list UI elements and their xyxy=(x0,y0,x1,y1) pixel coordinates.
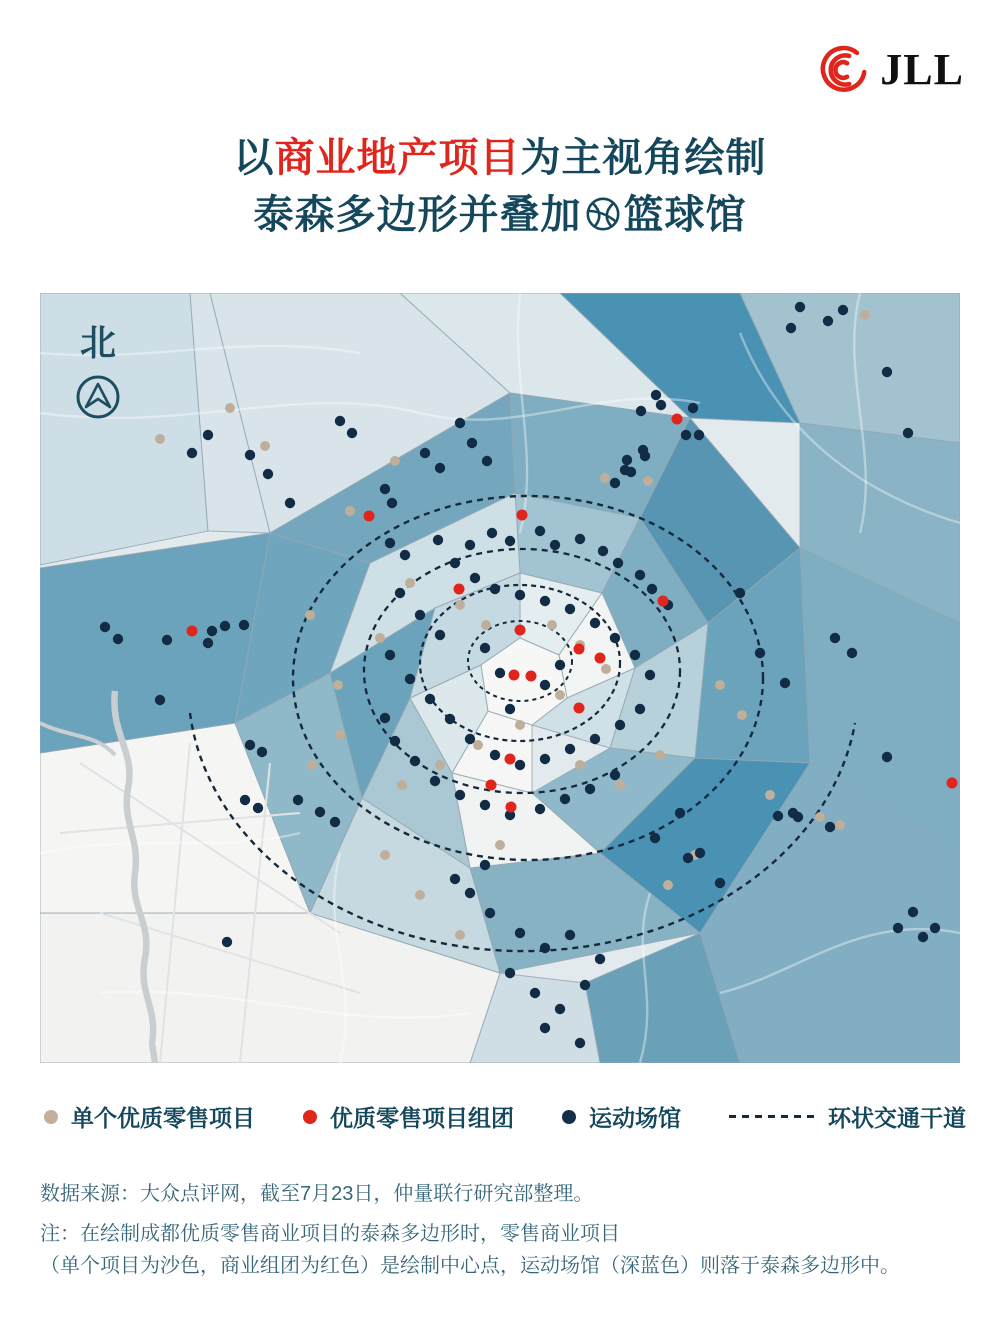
sports-venue-dot xyxy=(560,794,570,804)
sports-venue-dot xyxy=(695,848,705,858)
sports-venue-dot xyxy=(433,535,443,545)
dot-swatch xyxy=(44,1110,58,1124)
sports-venue-dot xyxy=(415,610,425,620)
sports-venue-dot xyxy=(467,438,477,448)
sports-venue-dot xyxy=(626,467,636,477)
sports-venue-dot xyxy=(610,770,620,780)
sports-venue-dot xyxy=(515,928,525,938)
retail-cluster-dot xyxy=(595,653,606,664)
sports-venue-dot xyxy=(263,469,273,479)
jll-wordmark: JLL xyxy=(880,45,964,94)
sports-venue-dot xyxy=(555,1004,565,1014)
legend-item-0 xyxy=(44,1100,255,1133)
sports-venue-dot xyxy=(285,498,295,508)
sports-venue-dot xyxy=(480,860,490,870)
sports-venue-dot xyxy=(585,784,595,794)
single-retail-dot xyxy=(307,760,317,770)
sports-venue-dot xyxy=(490,584,500,594)
sports-venue-dot xyxy=(590,734,600,744)
sports-venue-dot xyxy=(203,430,213,440)
single-retail-dot xyxy=(547,620,557,630)
jll-mark-icon xyxy=(819,44,871,96)
sports-venue-dot xyxy=(540,596,550,606)
single-retail-dot xyxy=(225,403,235,413)
retail-cluster-dot xyxy=(187,626,198,637)
sports-venue-dot xyxy=(482,456,492,466)
sports-venue-dot xyxy=(347,428,357,438)
single-retail-dot xyxy=(397,780,407,790)
single-retail-dot xyxy=(405,578,415,588)
basketball-icon xyxy=(585,196,621,232)
sports-venue-dot xyxy=(155,695,165,705)
note-line-2: （单个项目为沙色，商业组团为红色）是绘制中心点，运动场馆（深蓝色）则落于泰森多边形中。 xyxy=(40,1255,900,1277)
sports-venue-dot xyxy=(590,618,600,628)
sports-venue-dot xyxy=(930,923,940,933)
retail-cluster-dot xyxy=(574,703,585,714)
single-retail-dot xyxy=(155,434,165,444)
single-retail-dot xyxy=(455,600,465,610)
retail-cluster-dot xyxy=(947,778,958,789)
sports-venue-dot xyxy=(610,633,620,643)
retail-cluster-dot xyxy=(505,754,516,765)
sports-venue-dot xyxy=(681,430,691,440)
single-retail-dot xyxy=(380,850,390,860)
sports-venue-dot xyxy=(430,776,440,786)
sports-venue-dot xyxy=(882,752,892,762)
sports-venue-dot xyxy=(688,403,698,413)
sports-venue-dot xyxy=(565,604,575,614)
sports-venue-dot xyxy=(636,406,646,416)
retail-cluster-dot xyxy=(509,670,520,681)
map-canvas xyxy=(40,293,960,1063)
sports-venue-dot xyxy=(425,694,435,704)
sports-venue-dot xyxy=(918,932,928,942)
sports-venue-dot xyxy=(598,546,608,556)
retail-cluster-dot xyxy=(364,511,375,522)
sports-venue-dot xyxy=(380,484,390,494)
single-retail-dot xyxy=(835,820,845,830)
sports-venue-dot xyxy=(113,634,123,644)
sports-venue-dot xyxy=(645,670,655,680)
single-retail-dot xyxy=(335,730,345,740)
sports-venue-dot xyxy=(651,390,661,400)
sports-venue-dot xyxy=(565,744,575,754)
sports-venue-dot xyxy=(823,316,833,326)
single-retail-dot xyxy=(715,680,725,690)
sports-venue-dot xyxy=(825,822,835,832)
sports-venue-dot xyxy=(465,734,475,744)
sports-venue-dot xyxy=(505,536,515,546)
title-line-2: 泰森多边形并叠加 篮球馆 xyxy=(253,192,747,237)
sports-venue-dot xyxy=(903,428,913,438)
sports-venue-dot xyxy=(793,812,803,822)
sports-venue-dot xyxy=(615,720,625,730)
sports-venue-dot xyxy=(630,650,640,660)
sports-venue-dot xyxy=(555,660,565,670)
single-retail-dot xyxy=(737,710,747,720)
sports-venue-dot xyxy=(635,570,645,580)
sports-venue-dot xyxy=(550,540,560,550)
sports-venue-dot xyxy=(640,451,650,461)
sports-venue-dot xyxy=(780,678,790,688)
sports-venue-dot xyxy=(222,937,232,947)
dot-swatch xyxy=(303,1110,317,1124)
sports-venue-dot xyxy=(908,907,918,917)
sports-venue-dot xyxy=(470,573,480,583)
north-label: 北 xyxy=(80,322,117,363)
legend-label: 环状交通干道 xyxy=(828,1105,966,1131)
sports-venue-dot xyxy=(395,588,405,598)
sports-venue-dot xyxy=(253,803,263,813)
sports-venue-dot xyxy=(540,754,550,764)
legend-label: 运动场馆 xyxy=(589,1105,681,1131)
single-retail-dot xyxy=(375,633,385,643)
retail-cluster-dot xyxy=(574,644,585,655)
retail-cluster-dot xyxy=(506,802,517,813)
sports-venue-dot xyxy=(575,534,585,544)
sports-venue-dot xyxy=(100,622,110,632)
sports-venue-dot xyxy=(335,416,345,426)
legend-item-1 xyxy=(303,1100,514,1133)
dashed-line-swatch xyxy=(729,1115,815,1118)
sports-venue-dot xyxy=(465,540,475,550)
sports-venue-dot xyxy=(435,463,445,473)
single-retail-dot xyxy=(601,664,611,674)
single-retail-dot xyxy=(615,780,625,790)
single-retail-dot xyxy=(333,680,343,690)
sports-venue-dot xyxy=(505,968,515,978)
single-retail-dot xyxy=(260,441,270,451)
sports-venue-dot xyxy=(675,808,685,818)
sports-venue-dot xyxy=(735,588,745,598)
sports-venue-dot xyxy=(162,635,172,645)
sports-venue-dot xyxy=(245,450,255,460)
sports-venue-dot xyxy=(694,430,704,440)
single-retail-dot xyxy=(815,812,825,822)
single-retail-dot xyxy=(455,930,465,940)
sports-venue-dot xyxy=(450,874,460,884)
title-red-phrase: 商业地产项目 xyxy=(274,136,521,180)
footer-notes xyxy=(40,1178,970,1282)
single-retail-dot xyxy=(495,840,505,850)
legend-label: 优质零售项目组团 xyxy=(330,1105,514,1131)
sports-venue-dot xyxy=(385,650,395,660)
sports-venue-dot xyxy=(893,923,903,933)
sports-venue-dot xyxy=(487,528,497,538)
sports-venue-dot xyxy=(650,833,660,843)
voronoi-cell xyxy=(40,293,208,565)
map-legend xyxy=(44,1100,966,1133)
sports-venue-dot xyxy=(410,756,420,766)
single-retail-dot xyxy=(555,690,565,700)
sports-venue-dot xyxy=(535,526,545,536)
sports-venue-dot xyxy=(203,638,213,648)
sports-venue-dot xyxy=(683,853,693,863)
sports-venue-dot xyxy=(385,538,395,548)
single-retail-dot xyxy=(600,473,610,483)
sports-venue-dot xyxy=(490,750,500,760)
sports-venue-dot xyxy=(245,740,255,750)
sports-venue-dot xyxy=(465,888,475,898)
sports-venue-dot xyxy=(187,448,197,458)
single-retail-dot xyxy=(575,760,585,770)
sports-venue-dot xyxy=(786,323,796,333)
dot-swatch xyxy=(562,1110,576,1124)
sports-venue-dot xyxy=(773,811,783,821)
legend-item-3 xyxy=(729,1100,966,1133)
single-retail-dot xyxy=(515,720,525,730)
sports-venue-dot xyxy=(595,954,605,964)
sports-venue-dot xyxy=(540,680,550,690)
sports-venue-dot xyxy=(207,626,217,636)
single-retail-dot xyxy=(643,476,653,486)
sports-venue-dot xyxy=(257,747,267,757)
sports-venue-dot xyxy=(540,943,550,953)
sports-venue-dot xyxy=(445,714,455,724)
single-retail-dot xyxy=(415,890,425,900)
single-retail-dot xyxy=(655,750,665,760)
sports-venue-dot xyxy=(293,795,303,805)
single-retail-dot xyxy=(481,620,491,630)
sports-venue-dot xyxy=(610,478,620,488)
sports-venue-dot xyxy=(420,448,430,458)
sports-venue-dot xyxy=(530,988,540,998)
sports-venue-dot xyxy=(838,305,848,315)
sports-venue-dot xyxy=(240,795,250,805)
sports-venue-dot xyxy=(565,930,575,940)
sports-venue-dot xyxy=(515,590,525,600)
sports-venue-dot xyxy=(635,704,645,714)
retail-cluster-dot xyxy=(658,596,669,607)
sports-venue-dot xyxy=(882,367,892,377)
retail-cluster-dot xyxy=(672,414,683,425)
sports-venue-dot xyxy=(575,1038,585,1048)
sports-venue-dot xyxy=(715,878,725,888)
sports-venue-dot xyxy=(613,558,623,568)
sports-venue-dot xyxy=(495,668,505,678)
sports-venue-dot xyxy=(830,633,840,643)
title-line-1: 以商业地产项目为主视角绘制 xyxy=(233,136,767,180)
retail-cluster-dot xyxy=(517,510,528,521)
sports-venue-dot xyxy=(535,804,545,814)
sports-venue-dot xyxy=(330,817,340,827)
sports-venue-dot xyxy=(795,302,805,312)
sports-venue-dot xyxy=(622,455,632,465)
sports-venue-dot xyxy=(656,400,666,410)
sports-venue-dot xyxy=(400,550,410,560)
sports-venue-dot xyxy=(580,980,590,990)
sports-venue-dot xyxy=(505,704,515,714)
sports-venue-dot xyxy=(390,736,400,746)
single-retail-dot xyxy=(435,760,445,770)
data-source-note: 数据来源：大众点评网，截至7月23日，仲量联行研究部整理。 xyxy=(40,1183,594,1205)
sports-venue-dot xyxy=(455,418,465,428)
sports-venue-dot xyxy=(315,807,325,817)
single-retail-dot xyxy=(765,790,775,800)
single-retail-dot xyxy=(663,880,673,890)
single-retail-dot xyxy=(390,456,400,466)
single-retail-dot xyxy=(305,610,315,620)
note-line-1: 注：在绘制成都优质零售商业项目的泰森多边形时，零售商业项目 xyxy=(40,1223,620,1245)
legend-item-2 xyxy=(562,1100,681,1133)
sports-venue-dot xyxy=(540,1023,550,1033)
sports-venue-dot xyxy=(387,498,397,508)
sports-venue-dot xyxy=(847,648,857,658)
retail-cluster-dot xyxy=(526,671,537,682)
jll-logo xyxy=(819,44,964,96)
page-title xyxy=(0,130,1000,244)
sports-venue-dot xyxy=(455,790,465,800)
retail-cluster-dot xyxy=(515,625,526,636)
sports-venue-dot xyxy=(405,674,415,684)
legend-label: 单个优质零售项目 xyxy=(71,1105,255,1131)
sports-venue-dot xyxy=(515,760,525,770)
retail-cluster-dot xyxy=(486,780,497,791)
sports-venue-dot xyxy=(220,621,230,631)
sports-venue-dot xyxy=(755,648,765,658)
sports-venue-dot xyxy=(647,584,657,594)
sports-venue-dot xyxy=(380,713,390,723)
sports-venue-dot xyxy=(480,643,490,653)
sports-venue-dot xyxy=(435,630,445,640)
sports-venue-dot xyxy=(450,558,460,568)
single-retail-dot xyxy=(860,310,870,320)
sports-venue-dot xyxy=(485,908,495,918)
sports-venue-dot xyxy=(239,620,249,630)
retail-cluster-dot xyxy=(454,584,465,595)
thiessen-polygon-map xyxy=(40,293,960,1063)
sports-venue-dot xyxy=(480,800,490,810)
single-retail-dot xyxy=(345,506,355,516)
